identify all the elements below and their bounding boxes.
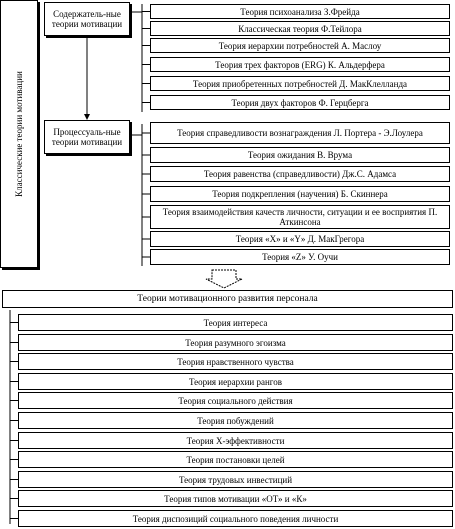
process-theory-item: Теория ожидания В. Врума: [150, 147, 450, 163]
process-theory-item: Теория «Z» У. Оучи: [150, 249, 450, 265]
bottom-theory-item: Теория диспозиций социального поведения личности: [18, 510, 453, 527]
bottom-theory-item: Теория типов мотивации «ОТ» и «К»: [18, 490, 453, 507]
content-theory-item: Теория психоанализа З.Фрейда: [150, 4, 450, 19]
bottom-theory-item: Теория побуждений: [18, 412, 453, 429]
bottom-theory-item: Теория постановки целей: [18, 451, 453, 468]
bottom-theory-item: Теория иерархии рангов: [18, 373, 453, 390]
process-theory-item: Теория взаимодействия качеств личности, ситуации и ее восприятия П. Аткинсона: [150, 205, 450, 229]
bottom-theory-item: Теория нравственного чувства: [18, 353, 453, 370]
content-theory-item: Теория трех факторов (ERG) К. Альдерфера: [150, 57, 450, 72]
bottom-theory-item: Теория разумного эгоизма: [18, 334, 453, 351]
content-theory-item: Теория иерархии потребностей А. Маслоу: [150, 38, 450, 53]
bottom-theory-item: Теория Х-эффективности: [18, 432, 453, 449]
motivational-development-header: Теории мотивационного развития персонала: [2, 290, 453, 308]
bottom-theory-item: Теория социального действия: [18, 392, 453, 409]
process-theory-item: Теория «X» и «Y» Д. МакГрегора: [150, 231, 450, 247]
content-theory-item: Теория двух факторов Ф. Герцберга: [150, 95, 450, 110]
content-theories-label: Содержатель-ные теории мотивации: [44, 2, 130, 36]
bottom-theory-item: Теория трудовых инвестиций: [18, 471, 453, 488]
content-theory-item: Теория приобретенных потребностей Д. МакКлелланда: [150, 76, 450, 91]
process-theory-item: Теория равенства (справедливости) Дж.С. Адамса: [150, 166, 450, 182]
process-theory-item: Теория подкрепления (научения) Б. Скиннера: [150, 186, 450, 202]
process-theories-label: Процессуаль-ные теории мотивации: [44, 120, 130, 154]
classical-theories-title: Классические теории мотивации: [14, 71, 24, 197]
content-theory-item: Классическая теория Ф.Тейлора: [150, 21, 450, 36]
bottom-theory-item: Теория интереса: [18, 314, 453, 331]
process-theory-item: Теория справедливости вознаграждения Л. Портера - Э.Лоулера: [150, 122, 450, 144]
